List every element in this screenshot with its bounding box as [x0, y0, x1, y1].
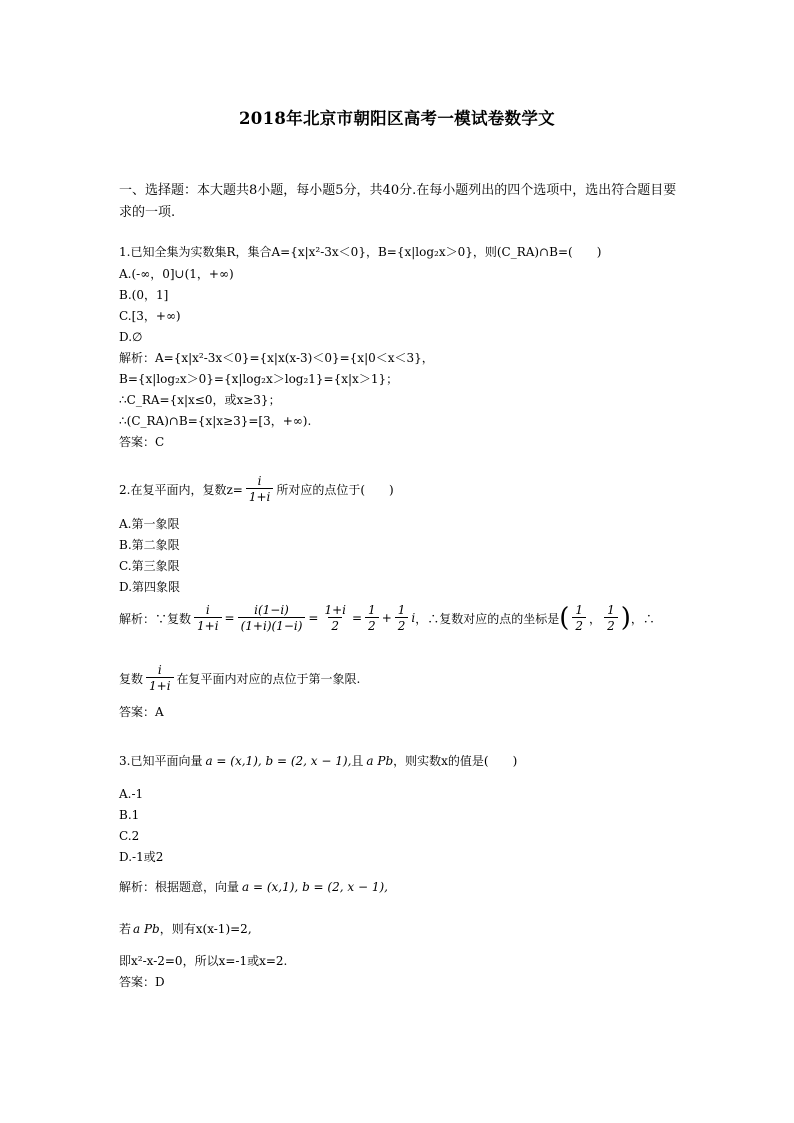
q2-option-a: A.第一象限 [119, 517, 180, 531]
fraction-denominator: 1+i [194, 617, 222, 633]
q2-option-c: C.第三象限 [119, 559, 180, 573]
q3-analysis2-prefix: 若 [119, 922, 132, 936]
q2-analysis-prefix: 解析：∵复数 [119, 611, 192, 626]
fraction-denominator: 2 [395, 617, 409, 633]
page-title: 2018年北京市朝阳区高考一模试卷数学文 [239, 109, 555, 128]
q3-option-d: D.-1或2 [119, 850, 164, 864]
q2-analysis-end: ，∴ [630, 611, 655, 626]
q3-stem-mid: 且 [351, 754, 364, 768]
equals-sign: = [224, 611, 235, 625]
q3-analysis2-suffix: ，则有x(x-1)=2, [159, 922, 252, 936]
q1-option-b: B.(0，1] [119, 288, 169, 302]
q3-analysis-line3: 即x²-x-2=0，所以x=-1或x=2. [119, 954, 288, 968]
q3-stem-prefix: 3.已知平面向量 [119, 754, 203, 768]
q1-analysis-3: ∴C_RA={x|x≤0，或x≥3}； [119, 393, 281, 407]
fraction-denominator: 2 [328, 617, 342, 633]
q1-option-d: D.∅ [119, 330, 143, 344]
q2-stem-suffix: 所对应的点位于( ) [276, 482, 394, 497]
q3-option-a: A.-1 [119, 787, 144, 801]
q3-option-b: B.1 [119, 808, 140, 822]
q2-answer: 答案：A [119, 705, 164, 719]
q2-fraction-3 [321, 603, 349, 633]
fraction-numerator: 1 [607, 603, 615, 617]
paren-open: ( [559, 603, 570, 633]
q3-analysis1-prefix: 解析：根据题意，向量 [119, 880, 240, 894]
q1-analysis-4: ∴(C_RA)∩B={x|x≥3}=[3，+∞). [119, 414, 312, 428]
q1-analysis-1: 解析：A={x|x²-3x＜0}={x|x(x-3)＜0}={x|0＜x＜3}， [119, 351, 434, 365]
q1-option-c: C.[3，+∞) [119, 309, 181, 323]
fraction-numerator: 1 [397, 603, 406, 617]
fraction-denominator: (1+i)(1−i) [238, 617, 306, 633]
q1-stem: 1.已知全集为实数集R，集合A={x|x²-3x＜0}，B={x|log₂x＞0}，则(C_RA)∩B=( ) [119, 245, 602, 259]
fraction-numerator: 1 [575, 603, 584, 617]
q2-fraction-5 [395, 603, 409, 633]
q3-answer: 答案：D [119, 975, 165, 989]
plus-sign: + [381, 611, 392, 625]
q2-option-d: D.第四象限 [119, 580, 181, 594]
q2-stem-fraction [246, 474, 274, 504]
q3-stem-parallel: a Pb [366, 753, 394, 768]
q2-coord-x [572, 603, 586, 633]
q3-analysis-line2 [119, 920, 252, 937]
q2-analysis-mid: ，∴复数对应的点的坐标是 [415, 611, 560, 626]
q2-coord-y [604, 603, 618, 633]
fraction-denominator: 1+i [146, 677, 174, 693]
fraction-numerator: i [205, 603, 210, 617]
q3-stem [119, 752, 517, 769]
q3-analysis-line1 [119, 878, 388, 895]
q3-stem-suffix: ，则实数x的值是( ) [393, 754, 518, 768]
q2-stem [119, 474, 394, 504]
q3-stem-vectors: a = (x,1), b = (2, x − 1), [205, 753, 352, 768]
q1-analysis-2: B={x|log₂x＞0}={x|log₂x＞log₂1}={x|x＞1}； [119, 372, 399, 386]
q2-analysis-line2 [119, 663, 360, 693]
fraction-numerator: i [157, 663, 162, 677]
fraction-numerator: 1 [368, 603, 376, 617]
q2-option-b: B.第二象限 [119, 538, 180, 552]
equals-sign: = [351, 611, 363, 625]
fraction-denominator: 2 [365, 617, 379, 633]
q2-line2-prefix: 复数 [119, 671, 144, 686]
equals-sign: = [308, 611, 319, 625]
q2-analysis-line1 [119, 603, 655, 633]
imaginary-unit: i [411, 611, 416, 625]
q2-fraction-line2 [146, 663, 174, 693]
q3-analysis2-parallel: a Pb [133, 921, 160, 936]
q3-option-c: C.2 [119, 829, 140, 843]
fraction-numerator: i(1−i) [254, 603, 289, 617]
section-intro: 一、选择题：本大题共8小题，每小题5分，共40分.在每小题列出的四个选项中，选出符合题目要求的一项. [119, 183, 677, 220]
q2-stem-prefix: 2.在复平面内，复数z= [119, 482, 243, 497]
q2-fraction-4 [365, 603, 379, 633]
q2-fraction-1 [194, 603, 222, 633]
paren-close: ) [620, 603, 631, 633]
fraction-numerator: 1+i [324, 603, 346, 617]
q1-option-a: A.(-∞，0]∪(1，+∞) [119, 267, 234, 281]
fraction-denominator: 2 [572, 617, 586, 633]
comma: ， [589, 611, 602, 626]
q2-fraction-2 [238, 603, 306, 633]
q1-answer: 答案：C [119, 435, 165, 449]
fraction-denominator: 1+i [246, 488, 274, 504]
q3-analysis1-vectors: a = (x,1), b = (2, x − 1), [242, 879, 388, 894]
fraction-numerator: i [257, 474, 262, 488]
fraction-denominator: 2 [604, 617, 618, 633]
q2-line2-suffix: 在复平面内对应的点位于第一象限. [176, 671, 361, 686]
